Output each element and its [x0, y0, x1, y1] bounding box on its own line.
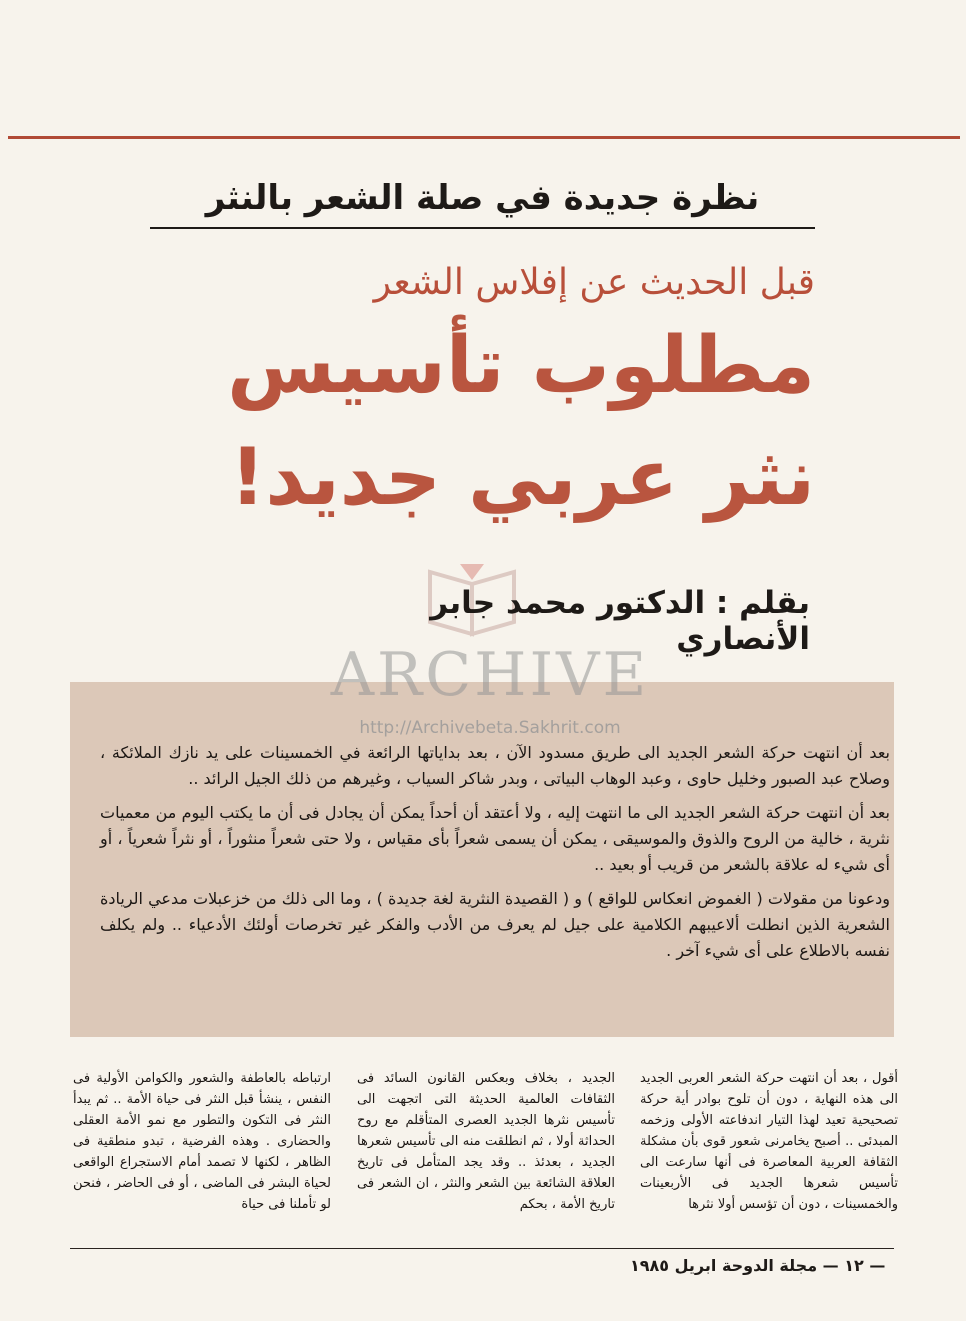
body-column-1-text: أقول ، بعد أن انتهت حركة الشعر العربى الجديد الى هذه النهاية ، دون أن تلوح بوادر أية حركة تصحيحية تعيد لهذا التيار اندفاعته الأولى وزخمه المبدئى .. أصبح يخامرنى شعور قوى بأن مشكلة الثقافة العربية المعاصرة فى أنها سارعت الى تأسيس شعرها الجديد فى الأربعينات والخمسينات ، دون أن تؤسس أولا نثرها: [640, 1071, 898, 1212]
intro-paragraph-2: بعد أن انتهت حركة الشعر الجديد الى ما انتهت إليه ، ولا أعتقد أن أحداً يمكن أن يجادل فى أن ما يكتب اليوم من معميات نثرية ، خالية من الروح والذوق والموسيقى ، يمكن أن يسمى شعراً بأى مقياس ، ولا حتى شعراً منثوراً ، أو نثراً شعرياً ، أو أى شيء له علاقة بالشعر من قريب أو بعيد ..: [100, 803, 890, 874]
body-column-3-text: ارتباطه بالعاطفة والشعور والكوامن الأولية فى النفس ، ينشأ قبل النثر فى حياة الأمة .. ثم يبدأ النثر فى التكون والتطور مع نمو الأمة العقلى والحضارى . وهذه الفرضية ، تبدو منطقية فى الظاهر ، لكنها لا تصمد أمام الاستجراع الواقعى لحياة البشر فى الماضى ، أو فى الحاضر ، فنحن لو تأملنا فى حياة: [73, 1071, 331, 1212]
intro-paragraph-1: بعد أن انتهت حركة الشعر الجديد الى طريق مسدود الآن ، بعد بداياتها الرائعة في الخمسينات على يد نازك الملائكة ، وصلاح عبد الصبور وخليل حاوى ، وعبد الوهاب البياتى ، وبدر شاكر السياب ، وغيرهم من ذلك الجيل الرائد ..: [100, 743, 890, 788]
intro-paragraph-3: ودعونا من مقولات ( الغموض انعكاس للواقع ) و ( القصيدة النثرية لغة جديدة ) ، وما الى ذلك من خزعبلات مدعي الريادة الشعرية الذين انطلت ألاعيبهم الكلامية على جيل لم يعرف من الأدب والفكر غير تخرصات أولئك الأدعياء .. ولم يكلف نفسه بالاطلاع على أى شيء آخر .: [100, 889, 890, 960]
top-rule: [8, 136, 960, 139]
headline-line-1: مطلوب تأسيس: [227, 321, 815, 411]
footer-rule: [70, 1248, 894, 1249]
body-column-1: [640, 1068, 898, 1215]
body-column-2-text: الجديد ، بخلاف وبعكس القانون السائد فى الثقافات العالمية الحديثة التى اتجهت الى تأسيس نثرها الجديد العصرى المتأقلم مع روح الحداثة أولا ، ثم انطلقت منه الى تأسيس شعرها الجديد ، بعدئذ .. وقد يجد المتأمل فى تاريخ العلاقة الشائعة بين الشعر والنثر ، ان الشعر فى تاريخ الأمة ، بحكم: [357, 1071, 615, 1212]
watermark-title: ARCHIVE: [330, 640, 650, 710]
body-column-2: [357, 1068, 615, 1215]
subhead: قبل الحديث عن إفلاس الشعر: [373, 262, 815, 303]
watermark-url: http://Archivebeta.Sakhrit.com: [359, 718, 621, 738]
byline: بقلم : الدكتور محمد جابر الأنصاري: [430, 585, 810, 657]
headline-line-2: نثر عربي جديد!: [229, 433, 815, 523]
kicker-rule: [150, 227, 815, 229]
body-column-3: [73, 1068, 331, 1215]
intro-text: [100, 740, 890, 972]
page-footer: — ١٢ — مجلة الدوحة ابريل ١٩٨٥: [630, 1256, 886, 1275]
kicker: نظرة جديدة في صلة الشعر بالنثر: [205, 178, 760, 218]
